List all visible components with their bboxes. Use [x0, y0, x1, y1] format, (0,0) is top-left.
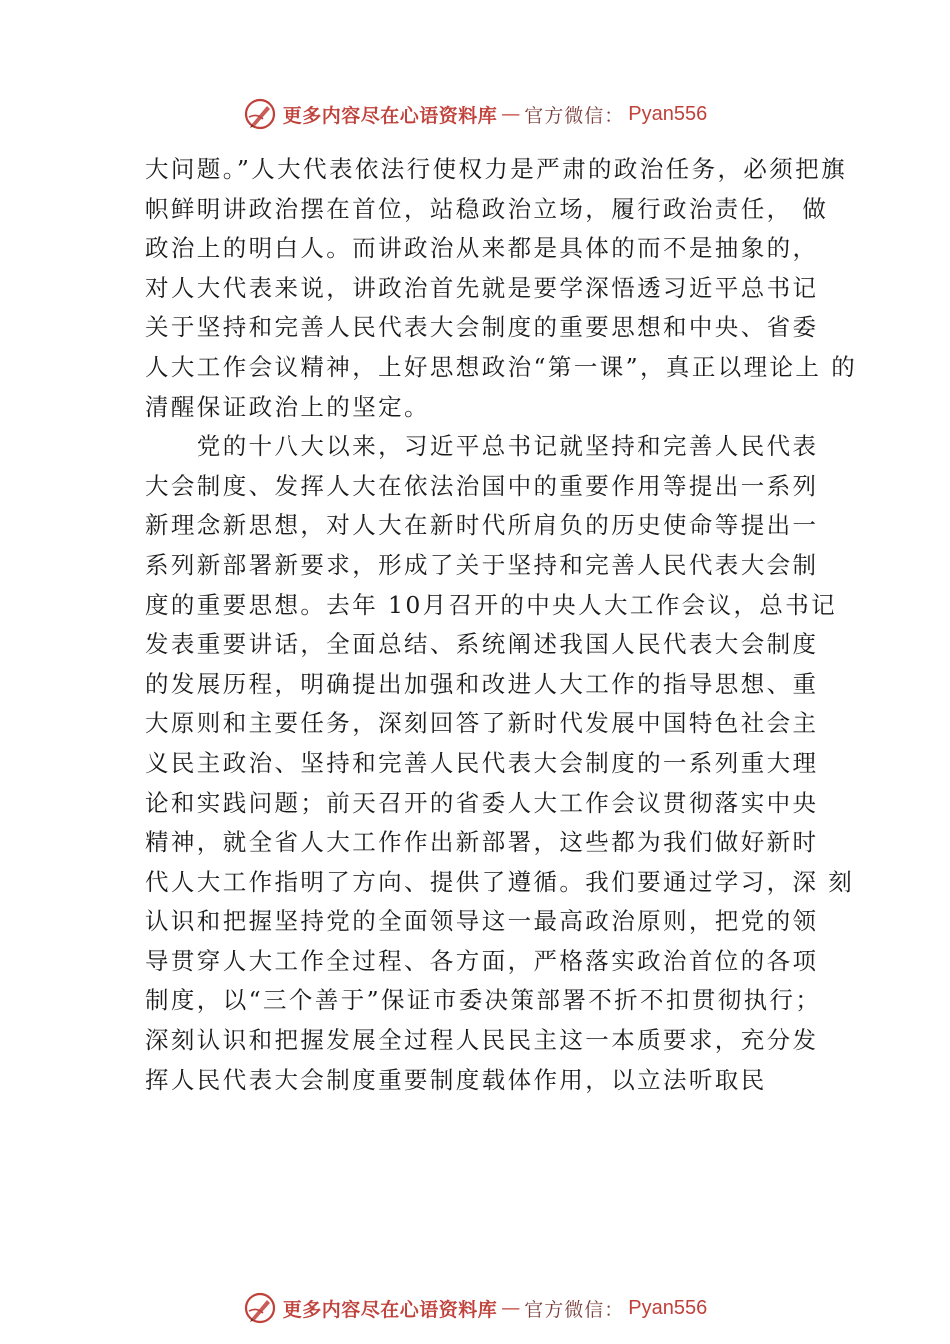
body-line: 大会制度、发挥人大在依法治国中的重要作用等提出一系列 — [145, 471, 819, 500]
body-line: 关于坚持和完善人民代表大会制度的重要思想和中央、省委 — [145, 313, 819, 342]
pen-logo-icon — [243, 97, 277, 131]
body-line: 认识和把握坚持党的全面领导这一最高政治原则，把党的领 — [145, 907, 819, 936]
body-line: 大问题。”人大代表依法行使权力是严肃的政治任务，必须把旗 — [145, 155, 847, 183]
body-line: 政治上的明白人。而讲政治从来都是具体的而不是抽象的， — [145, 234, 819, 263]
header-dash: — — [501, 103, 521, 125]
header-brand-text: 更多内容尽在心语资料库 — [282, 104, 498, 127]
body-line: 帜鲜明讲政治摆在首位，站稳政治立场，履行政治责任， 做 — [145, 194, 829, 223]
body-line: 导贯穿人大工作全过程、各方面，严格落实政治首位的各项 — [145, 946, 819, 975]
body-line: 对人大代表来说，讲政治首先就是要学深悟透习近平总书记 — [145, 273, 819, 302]
body-line: 深刻认识和把握发展全过程人民民主这一本质要求，充分发 — [145, 1026, 819, 1055]
body-line: 清醒保证政治上的坚定。 — [145, 392, 430, 421]
pen-logo-icon — [243, 1291, 277, 1325]
body-line: 系列新部署新要求，形成了关于坚持和完善人民代表大会制 — [145, 550, 819, 579]
body-line: 挥人民代表大会制度重要制度载体作用，以立法听取民 — [145, 1065, 767, 1094]
footer-brand-text: 更多内容尽在心语资料库 — [282, 1298, 498, 1321]
body-line: 义民主政治、坚持和完善人民代表大会制度的一系列重大理 — [145, 748, 819, 777]
body-line: 代人大工作指明了方向、提供了遵循。我们要通过学习，深 刻 — [145, 867, 855, 896]
body-line: 的发展历程，明确提出加强和改进人大工作的指导思想、重 — [145, 669, 819, 698]
body-line: 人大工作会议精神，上好思想政治“第一课”，真正以理论上 的 — [145, 352, 858, 381]
header-banner — [0, 94, 950, 134]
footer-wechat-label: 官方微信： — [524, 1298, 625, 1321]
body-line: 发表重要讲话，全面总结、系统阐述我国人民代表大会制度 — [145, 630, 819, 659]
header-wechat-label: 官方微信： — [524, 104, 625, 127]
body-line: 度的重要思想。去年 10月召开的中央人大工作会议，总书记 — [145, 590, 838, 619]
body-line: 论和实践问题；前天召开的省委人大工作会议贯彻落实中央 — [145, 788, 819, 817]
footer-wechat-id: Pyan556 — [628, 1296, 708, 1319]
body-line: 精神，就全省人大工作作出新部署，这些都为我们做好新时 — [145, 828, 819, 857]
body-line: 党的十八大以来，习近平总书记就坚持和完善人民代表 — [145, 432, 819, 461]
body-line: 大原则和主要任务，深刻回答了新时代发展中国特色社会主 — [145, 709, 819, 738]
document-body — [145, 150, 858, 1100]
footer-dash: — — [501, 1297, 521, 1319]
header-wechat-id: Pyan556 — [628, 102, 708, 125]
body-line: 新理念新思想，对人大在新时代所肩负的历史使命等提出一 — [145, 511, 819, 540]
body-line: 制度，以“三个善于”保证市委决策部署不折不扣贯彻执行； — [145, 986, 822, 1015]
footer-banner — [0, 1288, 950, 1328]
